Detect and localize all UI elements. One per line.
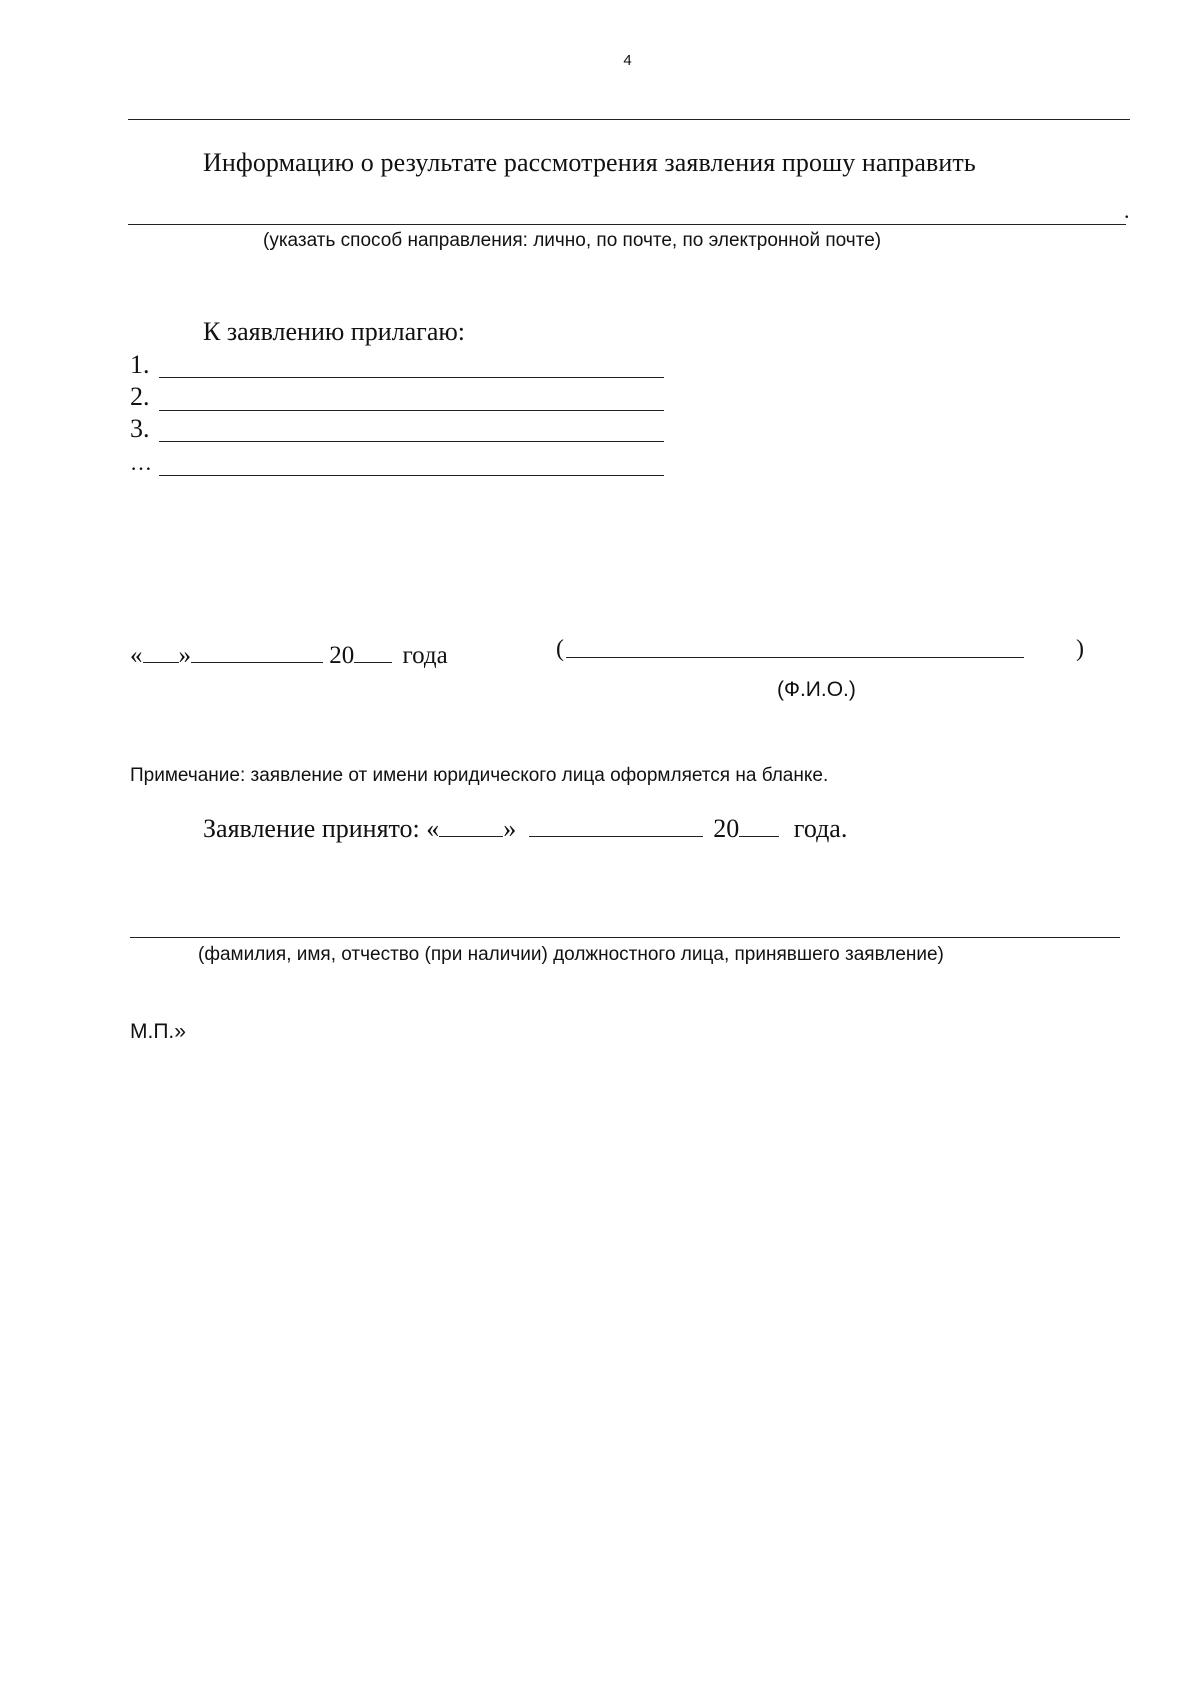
accepted-row	[203, 814, 847, 844]
accepted-day-field[interactable]	[439, 816, 503, 837]
accepted-year-field[interactable]	[739, 816, 779, 837]
send-method-field[interactable]	[128, 224, 1126, 225]
attachment-item-number: 1.	[130, 350, 150, 379]
official-name-field[interactable]	[130, 937, 1120, 938]
quote-close: »	[178, 642, 191, 669]
top-rule	[128, 119, 1130, 120]
year-suffix: года	[402, 642, 448, 669]
day-field[interactable]	[143, 642, 179, 663]
quote-open: «	[130, 642, 143, 669]
fio-caption: (Ф.И.О.)	[777, 678, 856, 701]
send-method-end-mark: .	[1124, 198, 1130, 223]
month-field[interactable]	[191, 642, 323, 663]
signature-date-row	[130, 642, 448, 670]
attachment-item-field[interactable]	[159, 410, 664, 411]
fio-paren-open: (	[556, 636, 564, 662]
send-info-heading: Информацию о результате рассмотрения заявления прошу направить	[203, 148, 976, 177]
accepted-label: Заявление принято: «	[203, 814, 440, 843]
fio-field[interactable]	[566, 657, 1024, 658]
accepted-year-prefix: 20	[713, 814, 740, 843]
attachment-item-field[interactable]	[159, 441, 664, 442]
stamp-label: М.П.»	[130, 1020, 186, 1043]
attachment-item-field[interactable]	[159, 377, 664, 378]
attachment-item-field[interactable]	[159, 475, 664, 476]
attachment-item-number: 3.	[130, 414, 150, 443]
official-caption: (фамилия, имя, отчество (при наличии) должностного лица, принявшего заявление)	[198, 944, 944, 965]
accepted-month-field[interactable]	[529, 816, 703, 837]
accepted-quote-close: »	[503, 814, 517, 843]
year-prefix: 20	[329, 642, 355, 669]
attachment-item-number: …	[130, 450, 152, 475]
attachment-item-number: 2.	[130, 382, 150, 411]
accepted-year-suffix: года.	[793, 814, 848, 843]
fio-paren-close: )	[1076, 636, 1084, 662]
year-field[interactable]	[354, 642, 392, 663]
attachments-title: К заявлению прилагаю:	[203, 317, 466, 346]
page-number: 4	[623, 52, 632, 69]
legal-entity-note: Примечание: заявление от имени юридического лица оформляется на бланке.	[130, 765, 829, 786]
send-method-hint: (указать способ направления: лично, по почте, по электронной почте)	[263, 230, 882, 251]
